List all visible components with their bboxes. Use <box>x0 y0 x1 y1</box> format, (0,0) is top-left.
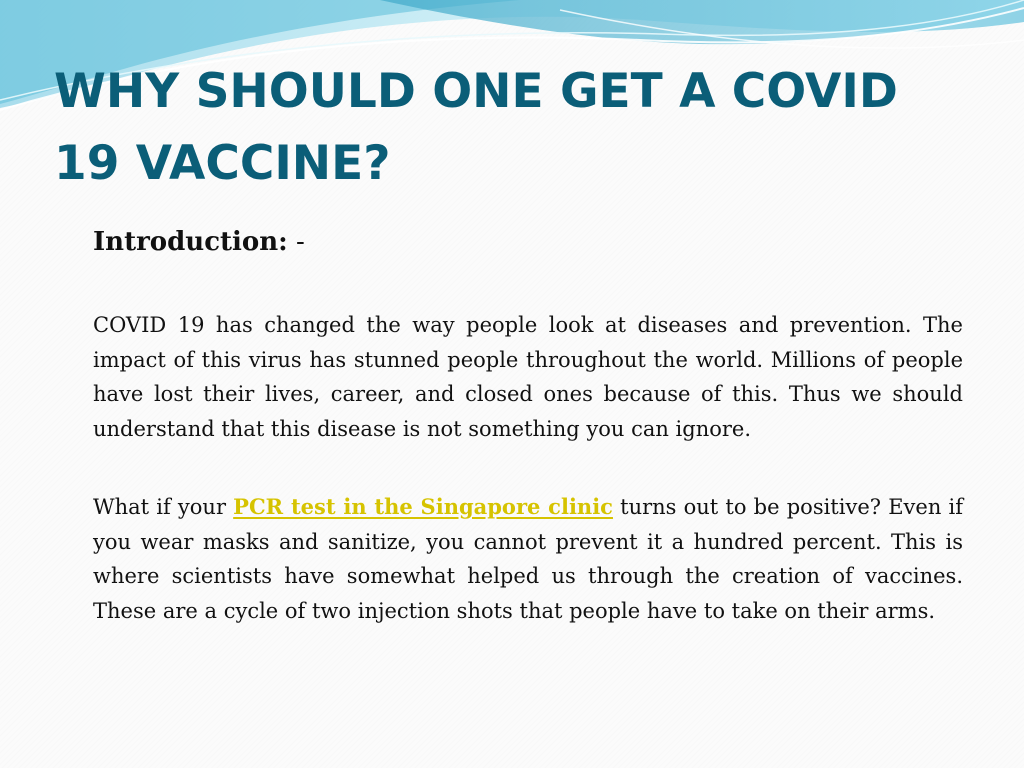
paragraph-impact: COVID 19 has changed the way people look at diseases and prevention. The impact of this virus has stunned people throughout the world. Millions of people have lost their lives, career, and closed ones because of this. Thus we should understand that this disease is not something you can ignore. <box>93 313 963 441</box>
slide-title: WHY SHOULD ONE GET A COVID 19 VACCINE? <box>54 64 898 191</box>
paragraph-vaccine-before: What if your <box>93 495 234 519</box>
paragraph-vaccine-after: turns out to be positive? Even if you wear masks and sanitize, you cannot prevent it a hundred percent. This is where scientists have somewhat helped us through the creation of vaccines. These are a cycle of two injection shots that people have to take on their arms. <box>93 495 964 623</box>
intro-heading <box>93 220 963 264</box>
paragraph-vaccine <box>93 490 963 628</box>
slide-content <box>93 220 963 672</box>
intro-suffix: - <box>287 227 305 257</box>
pcr-test-link[interactable]: PCR test in the Singapore clinic <box>233 494 613 519</box>
intro-label: Introduction: <box>93 227 288 257</box>
